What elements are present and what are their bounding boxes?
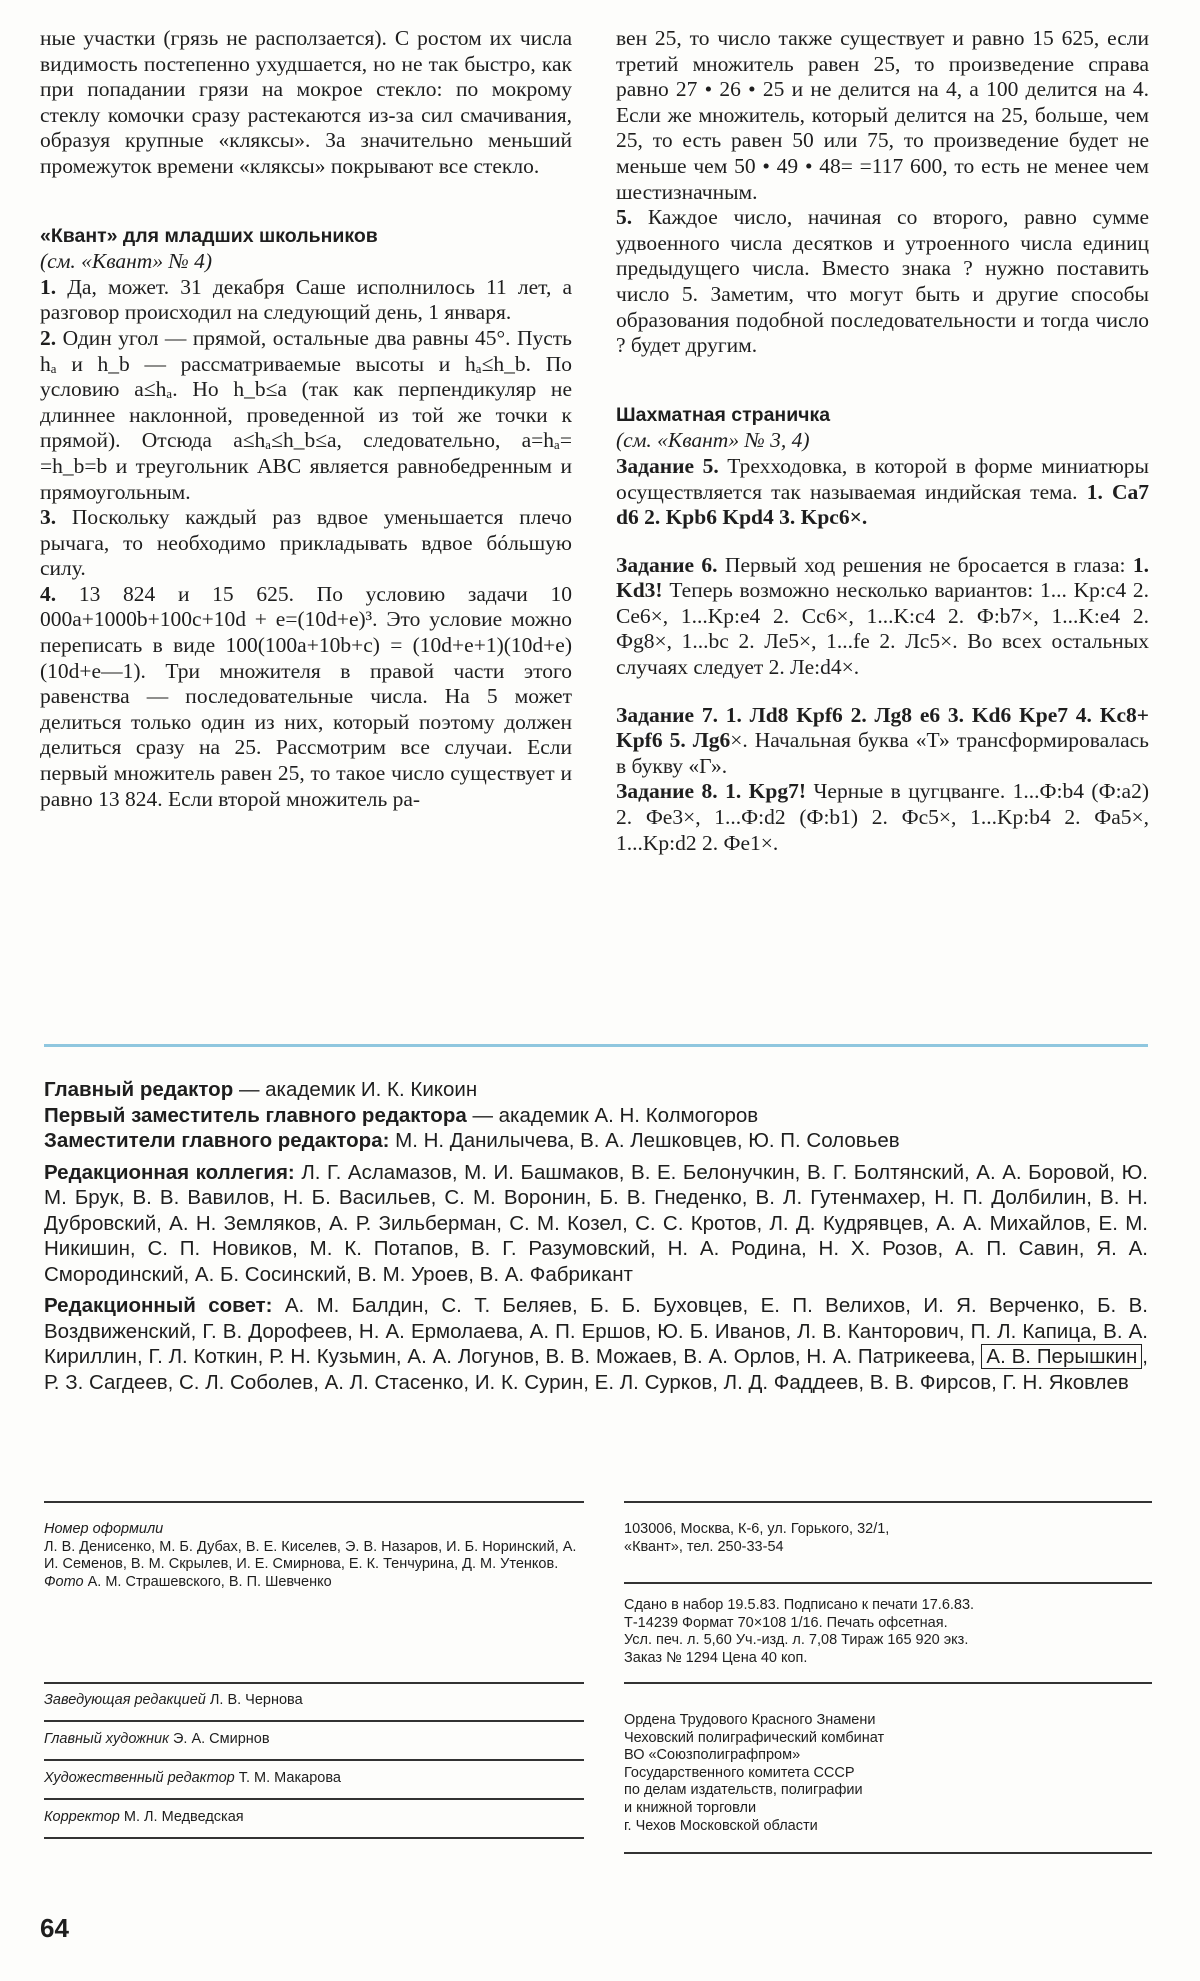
- plant-line: Ордена Трудового Красного Знамени: [624, 1712, 876, 1728]
- staff-role: Главный художник: [44, 1731, 169, 1747]
- staff-name: Э. А. Смирнов: [172, 1731, 270, 1747]
- plant-line: и книжной торговли: [624, 1799, 757, 1816]
- editorial-board-names: Л. Г. Асламазов, М. И. Башмаков, В. Е. Белонучкин, В. Г. Болтянский, А. А. Боровой, Ю. М. Брук, В. В. Вавилов, Н. Б. Васильев, С. М. Воронин, Б. В. Гнеденко, В. Л. Гутенмахер, Н. П. Долбилин, В. Н. Дубровский, А. Н. Земляков, А. Р. Зильберман, С. М. Козел, С. С. Кротов, Л. Д. Кудрявцев, А. А. Михайлов, Е. М. Никишин, С. П. Новиков, М. К. Потапов, В. Г. Разумовский, Н. А. Родина, Н. Х. Розов, А. П. Савин, Я. А. Смородинский, А. Б. Сосинский, В. М. Уроев, В. А. Фабрикант: [44, 1160, 1148, 1286]
- answer-text: Поскольку каждый раз вдвое уменьшается плечо рычага, то необходимо прикладывать вдвое бóльшую силу.: [40, 505, 572, 581]
- staff-credit: [44, 1692, 584, 1710]
- plant-line: Чеховский полиграфический комбинат: [624, 1729, 885, 1746]
- staff-name: М. Л. Медведская: [123, 1809, 244, 1825]
- task-key-move: 1. Kd3!: [616, 552, 1150, 603]
- page-number: 64: [40, 1913, 69, 1943]
- section-ref-chess: (см. «Квант» № 3, 4): [616, 428, 810, 453]
- chief-editor-label: Главный редактор: [44, 1078, 234, 1101]
- task-text: ×. Начальная буква «Т» трансформировалась в букву «Г».: [616, 728, 1149, 778]
- task-label: Задание 8.: [616, 779, 718, 804]
- answer-text: Один угол — прямой, остальные два равны 45°. Пусть hₐ и h_b — рассматриваемые высоты и hₐ≤h_b. По условию a≤hₐ. Но h_b≤a (так как перпендикуляр не длиннее наклонной, проведенной из той же точки к прямой). Отсюда a≤hₐ≤h_b≤a, следовательно, a=hₐ= =h_b=b и треугольник ABC является равнобедренным и прямоугольным.: [40, 325, 572, 504]
- print-line: Усл. печ. л. 5,60 Уч.-изд. л. 7,08 Тираж 165 920 экз.: [624, 1632, 969, 1649]
- masthead: [44, 1077, 1148, 1395]
- divider: [44, 1720, 584, 1722]
- answer-2: [40, 326, 572, 505]
- staff-credit: [44, 1731, 584, 1749]
- print-line: Сдано в набор 19.5.83. Подписано к печати 17.6.83.: [624, 1597, 975, 1613]
- plant-line: Государственного комитета СССР: [624, 1764, 855, 1781]
- staff-credit: [44, 1770, 584, 1788]
- task-label: Задание 5.: [616, 453, 719, 478]
- section-ref-junior: (см. «Квант» № 4): [40, 249, 213, 274]
- divider: [624, 1682, 1152, 1684]
- staff-role: Корректор: [44, 1809, 120, 1825]
- chief-editor: [44, 1077, 1148, 1103]
- plant-line: г. Чехов Московской области: [624, 1817, 818, 1834]
- staff-role: Художественный редактор: [44, 1770, 235, 1786]
- task-variations: Черные в цугцванге. 1...Ф:b4 (Ф:a2) 2. Фе3×, 1...Ф:d2 (Ф:b1) 2. Фс5×, 1...Kp:b4 2. Фа5×, 1...Kp:d2 2. Фе1×.: [616, 779, 1150, 855]
- deputies: [44, 1128, 1148, 1154]
- task-label: Задание 6.: [616, 552, 718, 577]
- task-moves: 1. Ca7 d6 2. Kpb6 Kpd4 3. Kpc6×.: [616, 479, 1150, 530]
- answer-5: [616, 205, 1149, 359]
- chess-task-7: [616, 703, 1149, 780]
- divider: [624, 1852, 1152, 1854]
- first-deputy-label: Первый заместитель главного редактора: [44, 1103, 467, 1127]
- answer-text: Да, может. 31 декабря Саше исполнилось 11 лет, а разговор происходил на следующий день, 1 января.: [40, 274, 573, 325]
- task-text: Трехходовка, в которой в форме миниатюры осуществляется так называемая индийская тема.: [616, 453, 1149, 504]
- chief-editor-name: — академик И. К. Кикоин: [238, 1078, 478, 1101]
- editorial-board-label: Редакционная коллегия:: [44, 1160, 295, 1184]
- editorial-council-label: Редакционный совет:: [44, 1294, 273, 1317]
- chess-task-8: [616, 779, 1149, 856]
- answer-3: [40, 505, 572, 582]
- task-text: Первый ход решения не бросается в глаза:: [724, 552, 1126, 577]
- task-variations: Теперь возможно несколько вариантов: 1... Kp:c4 2. Ce6×, 1...Kp:e4 2. Cc6×, 1...K:c4 2. Ф:b7×, 1...K:e4 2. Фg8×, 1...bc 2. Ле5×, 1...fe 2. Лс5×. Во всех остальных случаях следует 2. Ле:d4×.: [616, 578, 1149, 680]
- answer-text: 13 824 и 15 625. По условию задачи 10 000a+1000b+100c+10d + e=(10d+e)³. Это условие можно переписать в виде 100(100a+10b+c) = (10d+e+1)(10d+e)(10d+e—1). Три множителя в правой части этого равенства — последовательные числа. На 5 может делиться только один из них, который поэтому должен делиться сразу на 25. Рассмотрим все случаи. Если первый множитель равен 25, то такое число существует и равно 13 824. Если второй множитель ра-: [40, 581, 573, 811]
- section-title-chess: Шахматная страничка: [616, 403, 831, 426]
- left-column: [40, 26, 572, 812]
- first-deputy: [44, 1103, 1148, 1129]
- continued-answer-4: вен 25, то число также существует и равно 15 625, если третий множитель равен 25, то произведение справа равно 27 • 26 • 25 и не делится на 4, а 100 делится на 4. Если же множитель, который делится на 25, больше, чем 25, то есть равен 50 или 75, то произведение будет не меньше чем 50 • 49 • 48= =117 600, то есть не менее чем шестизначным.: [616, 26, 1149, 204]
- chess-task-5: [616, 454, 1149, 531]
- plant-line: по делам издательств, полиграфии: [624, 1782, 863, 1799]
- answer-text: Каждое число, начиная со второго, равно сумме удвоенного числа десятков и утроенного числа единиц предыдущего числа. Вместо знака ? нужно поставить число 5. Заметим, что могут быть и другие способы образования подобной последовательности и тогда число ? будет другим.: [616, 205, 1150, 358]
- staff-credit: [44, 1809, 584, 1827]
- editorial-council: [44, 1293, 1148, 1395]
- print-line: Заказ № 1294 Цена 40 коп.: [624, 1649, 808, 1666]
- editorial-council-names-cont: , Р. З. Сагдеев, С. Л. Соболев, А. Л. Стасенко, И. К. Сурин, Е. Л. Сурков, Л. Д. Фаддеев, В. В. Фирсов, Г. Н. Яковлев: [44, 1345, 1148, 1394]
- answer-number: 3.: [40, 505, 57, 530]
- photo-label: Фото: [44, 1573, 84, 1590]
- divider: [44, 1501, 584, 1503]
- editorial-address: [624, 1521, 1152, 1556]
- design-credits: [44, 1521, 584, 1591]
- deputies-names: М. Н. Данилычева, В. А. Лешковцев, Ю. П. Соловьев: [395, 1129, 900, 1152]
- divider: [44, 1837, 584, 1839]
- divider: [624, 1582, 1152, 1584]
- first-deputy-name: — академик А. Н. Колмогоров: [472, 1103, 759, 1127]
- editorial-board: [44, 1160, 1148, 1288]
- answer-number: 4.: [40, 581, 57, 606]
- continued-text: ные участки (грязь не расползается). С ростом их числа видимость постепенно ухудшается, но не так быстро, как при попадании грязи на мокрое стекло: по мокрому стеклу комочки сразу растекаются из-за сил смачивания, образуя крупные «кляксы». За значительно меньший промежуток времени «кляксы» покрывают все стекло.: [40, 26, 572, 178]
- answer-4: [40, 582, 572, 812]
- answer-number: 5.: [616, 205, 633, 230]
- photo-names: А. М. Страшевского, В. П. Шевченко: [87, 1573, 332, 1590]
- answer-number: 1.: [40, 274, 57, 299]
- memorial-box-name: А. В. Перышкин: [981, 1344, 1142, 1369]
- address-line: 103006, Москва, К-6, ул. Горького, 32/1,: [624, 1521, 890, 1537]
- editorial-council-names: А. М. Балдин, С. Т. Беляев, Б. Б. Буховцев, Е. П. Велихов, И. Я. Верченко, Б. В. Воздвиженский, Г. В. Дорофеев, Н. А. Ермолаева, А. П. Ершов, Ю. Б. Иванов, Л. В. Канторович, П. Л. Капица, В. А. Кириллин, Г. Л. Коткин, Р. Н. Кузьмин, А. А. Логунов, В. В. Можаев, В. А. Орлов, Н. А. Патрикеева,: [44, 1294, 1148, 1368]
- address-line: «Квант», тел. 250-33-54: [624, 1538, 784, 1555]
- designers-names: Л. В. Денисенко, М. Б. Дубах, В. Е. Киселев, Э. В. Назаров, И. Б. Норинский, А. И. Семенов, В. М. Скрылев, И. Е. Смирнова, Е. К. Тенчурина, Д. М. Утенков.: [44, 1538, 577, 1573]
- staff-name: Т. М. Макарова: [238, 1770, 341, 1786]
- answer-1: [40, 275, 572, 326]
- staff-name: Л. В. Чернова: [209, 1692, 303, 1708]
- divider: [44, 1682, 584, 1684]
- divider: [624, 1501, 1152, 1503]
- task-label: Задание 7.: [616, 702, 718, 727]
- deputies-label: Заместители главного редактора:: [44, 1129, 390, 1152]
- designers-label: Номер оформили: [44, 1521, 164, 1537]
- divider: [44, 1798, 584, 1800]
- plant-line: ВО «Союзполиграфпром»: [624, 1747, 801, 1764]
- printing-plant: [624, 1712, 1152, 1835]
- staff-role: Заведующая редакцией: [44, 1692, 206, 1708]
- photo-credit: [44, 1574, 584, 1592]
- answer-number: 2.: [40, 325, 57, 350]
- section-divider: [44, 1044, 1148, 1047]
- chess-task-6: [616, 553, 1149, 681]
- divider: [44, 1759, 584, 1761]
- section-title-junior: «Квант» для младших школьников: [40, 224, 378, 247]
- print-line: Т-14239 Формат 70×108 1/16. Печать офсетная.: [624, 1614, 948, 1631]
- task-key-move: 1. Kpg7!: [725, 779, 806, 804]
- right-column: [616, 26, 1149, 856]
- task-moves: 1. Лd8 Kpf6 2. Лg8 e6 3. Kd6 Kpe7 4. Kc8+ Kpf6 5. Лg6: [616, 702, 1149, 753]
- print-info: [624, 1597, 1152, 1667]
